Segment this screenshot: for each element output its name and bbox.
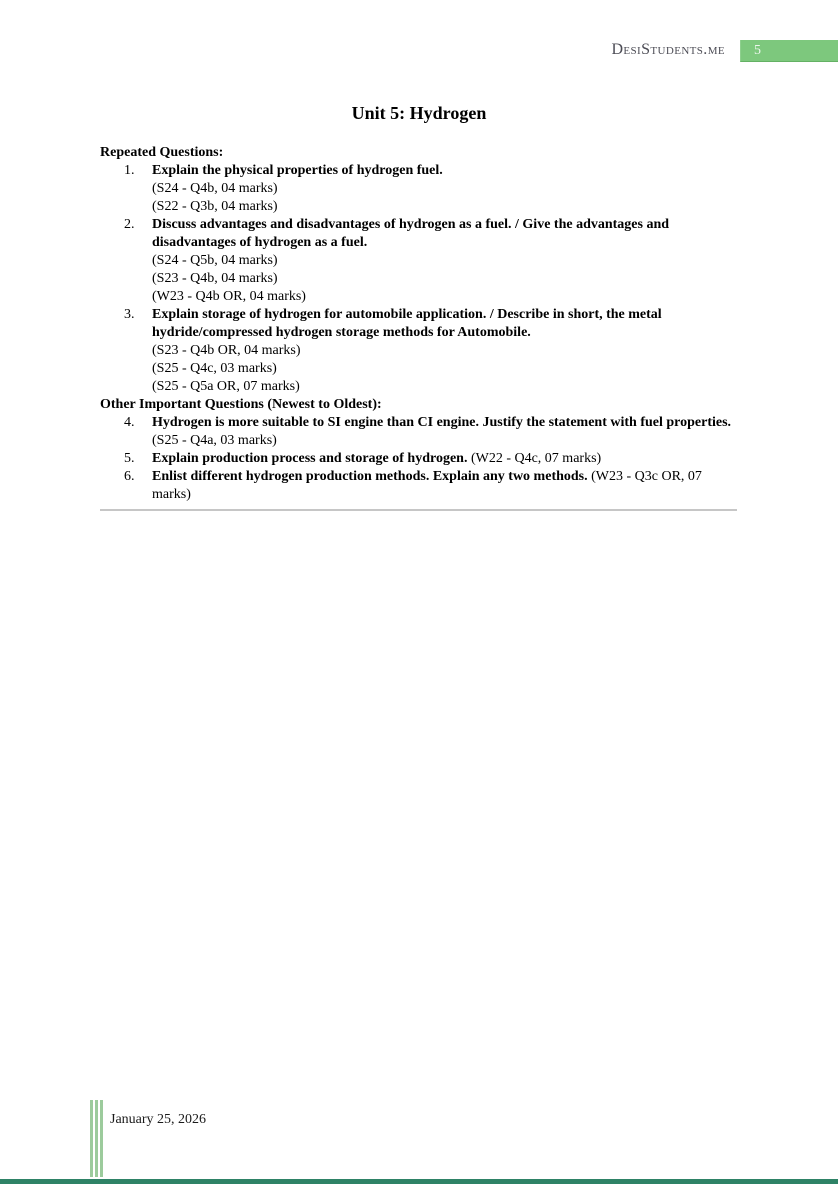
page-number: 5 [754,43,761,58]
section-divider [100,509,737,511]
exam-ref: (W23 - Q3c OR, 07 marks) [152,469,702,502]
exam-ref: (S23 - Q4b OR, 04 marks) [152,343,301,358]
question-list [100,144,737,504]
section-heading-repeated: Repeated Questions: [100,145,224,160]
exam-ref: (S24 - Q5b, 04 marks) [152,253,278,268]
exam-ref: (S24 - Q4b, 04 marks) [152,181,278,196]
item-number: 2. [124,217,135,232]
site-name: DesiStudents.me [611,41,725,58]
item-text [152,468,737,504]
bottom-bar-decoration [0,1179,838,1184]
question-item [100,468,737,504]
footer-date: January 25, 2026 [110,1112,207,1127]
question-text: Explain production process and storage of hydrogen. [152,451,468,466]
question-text: Discuss advantages and disadvantages of hydrogen as a fuel. / Give the advantages and disadvantages of hydrogen as a fuel. [152,217,670,250]
exam-ref: (S22 - Q3b, 04 marks) [152,199,278,214]
exam-ref: (S23 - Q4b, 04 marks) [152,271,278,286]
item-text [152,450,737,468]
question-item [100,216,737,306]
section-heading-other: Other Important Questions (Newest to Oldest): [100,397,382,412]
footer-stripes-decoration [90,1100,103,1177]
exam-ref: (W23 - Q4b OR, 04 marks) [152,289,306,304]
exam-ref: (S25 - Q5a OR, 07 marks) [152,379,300,394]
exam-ref: (W22 - Q4c, 07 marks) [470,451,602,466]
page-number-badge [740,40,838,62]
question-item [100,450,737,468]
page-title: Unit 5: Hydrogen [351,103,487,123]
exam-ref: (S25 - Q4a, 03 marks) [152,433,277,448]
question-text: Explain the physical properties of hydrogen fuel. [152,163,443,178]
item-text [152,216,737,306]
question-text: Explain storage of hydrogen for automobile application. / Describe in short, the metal hydride/compressed hydrogen storage methods for Automobile. [152,307,662,340]
question-text: Hydrogen is more suitable to SI engine than CI engine. Justify the statement with fuel properties. [152,415,732,430]
item-number: 3. [124,307,135,322]
item-text [152,414,737,450]
item-number: 4. [124,415,135,430]
question-item [100,162,737,216]
item-text [152,306,737,396]
question-text: Enlist different hydrogen production methods. Explain any two methods. [152,469,588,484]
question-item [100,414,737,450]
item-number: 6. [124,469,135,484]
item-number: 5. [124,451,135,466]
question-item [100,306,737,396]
item-number: 1. [124,163,135,178]
exam-ref: (S25 - Q4c, 03 marks) [152,361,277,376]
item-text [152,162,737,216]
